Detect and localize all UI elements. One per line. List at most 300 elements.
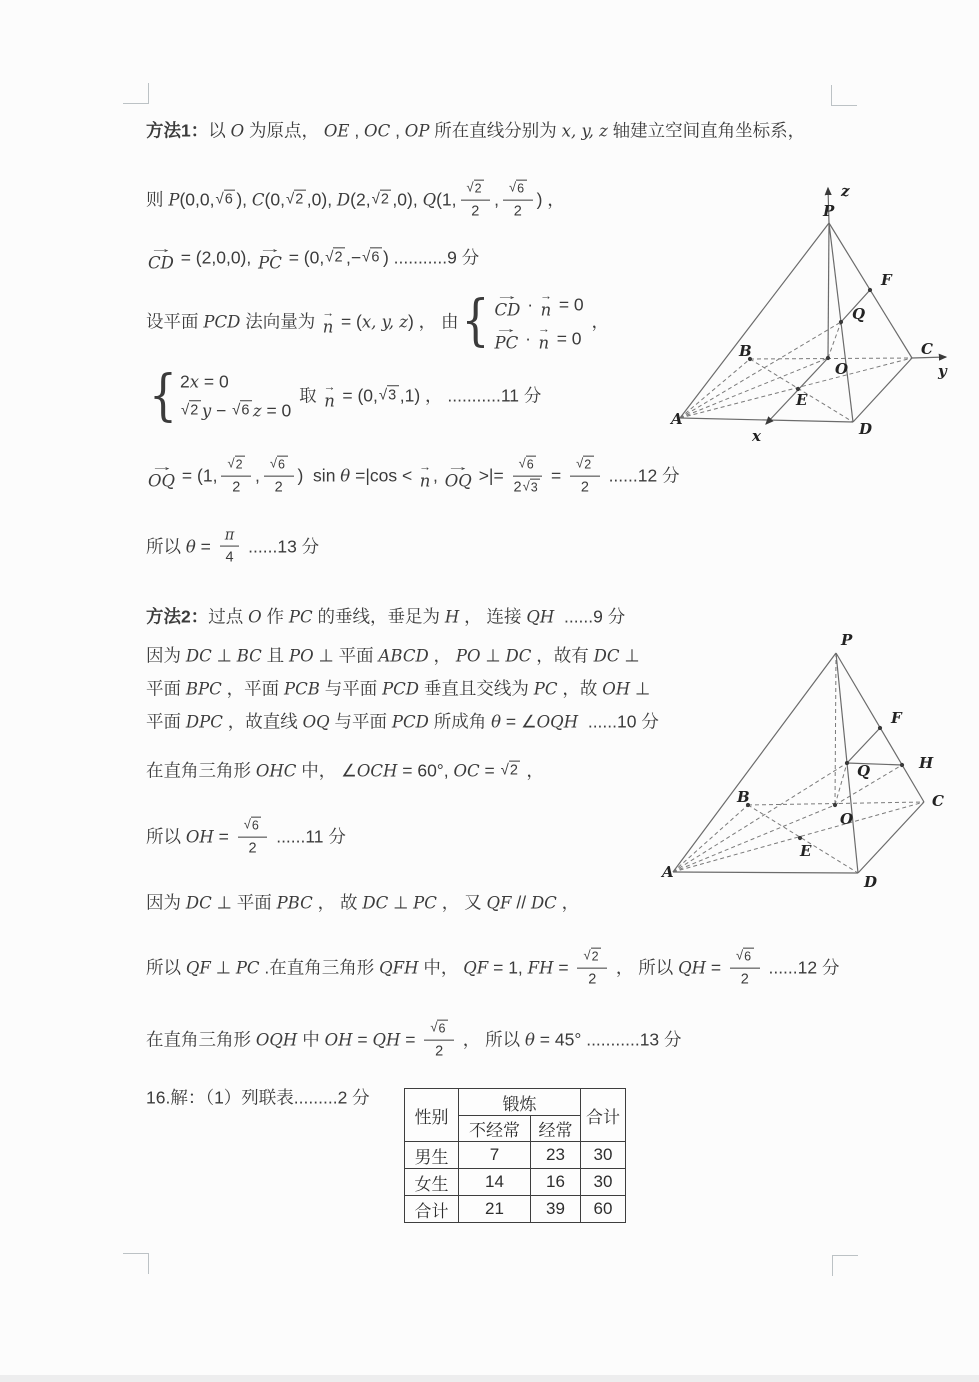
point-H: [900, 763, 904, 767]
label-P: P: [823, 202, 835, 220]
vector-CD: → CD: [148, 241, 174, 273]
line-sin-theta: [146, 455, 680, 498]
math-var: OQH: [255, 1030, 298, 1050]
math-var: DC: [593, 646, 620, 666]
edge-PO: [828, 223, 829, 358]
diagram-method2-pyramid-svg: [650, 630, 950, 902]
edge-QF: [847, 728, 880, 763]
text-run: ， 连接: [459, 606, 527, 627]
math-var: C: [251, 190, 265, 210]
line-solve-normal: [146, 363, 542, 428]
label-P: P: [841, 631, 853, 649]
label-O: O: [835, 360, 849, 378]
line-m2-conclusion: [146, 1019, 682, 1062]
math-var: DPC: [185, 712, 223, 732]
line-normal-setup: [146, 288, 610, 354]
label-z: z: [841, 182, 850, 200]
cell-value: 39: [531, 1196, 581, 1223]
text-run: =: [553, 957, 574, 978]
text-run: >|=: [473, 465, 509, 486]
math-var: DC: [505, 646, 532, 666]
text-run: 垂直且交线为: [419, 678, 534, 699]
label-y: y: [938, 362, 947, 380]
math-var: PC: [533, 679, 558, 699]
text-run: =: [479, 760, 500, 781]
text-run: = 60°,: [397, 760, 454, 781]
fraction: [577, 947, 607, 990]
line-vectors-cd-pc: [146, 241, 480, 273]
text-run: = 45° ...........13 分: [534, 1029, 682, 1050]
math-var: QF: [463, 958, 489, 978]
sqrt-radical: √ 6: [216, 190, 236, 211]
math-var: QF: [486, 893, 512, 913]
math-var: DC: [530, 893, 557, 913]
text-run: ，: [556, 892, 580, 913]
line-m2-oh-result: [146, 816, 346, 859]
point-O: [833, 803, 837, 807]
cell-value: 30: [581, 1169, 626, 1196]
text-run: ⊥: [210, 957, 236, 978]
text-run: ,: [349, 120, 365, 141]
fraction: [461, 179, 491, 222]
text-run: ⊥: [388, 892, 414, 913]
math-var: Q: [422, 190, 437, 210]
hidden-edge-AC: [680, 358, 912, 418]
math-var: BC: [236, 646, 262, 666]
hidden-edge-OQ: [835, 763, 847, 805]
text-run: 因为: [146, 645, 186, 666]
point-F: [868, 288, 872, 292]
sqrt-radical: √ 6: [244, 817, 262, 835]
text-run: = (1,: [177, 465, 218, 486]
text-run: 设平面: [146, 311, 204, 332]
vector-PC: → PC: [494, 322, 519, 353]
text-run: 作: [261, 606, 289, 627]
sqrt-radical: √ 2: [501, 761, 521, 782]
point-O: [826, 356, 830, 360]
math-var: OQH: [536, 712, 579, 732]
text-run: 且: [261, 645, 289, 666]
sqrt-radical: √ 2: [325, 248, 345, 269]
math-var: BPC: [185, 679, 222, 699]
label-H: H: [919, 754, 934, 772]
label-Q: Q: [857, 762, 871, 780]
math-var: PCB: [283, 679, 320, 699]
math-var: O: [230, 121, 245, 141]
text-run: =: [195, 536, 216, 557]
math-var: QF: [185, 958, 211, 978]
sqrt-radical: √ 2: [372, 190, 392, 211]
text-run: 为原点，: [244, 120, 324, 141]
text-run: ·: [522, 294, 538, 315]
text-run: 2: [471, 203, 480, 220]
cell-value: 60: [581, 1196, 626, 1223]
edge-DC: [858, 802, 924, 873]
math-var: OE: [323, 121, 350, 141]
diagram-method1-pyramid-axes-svg: [660, 168, 965, 468]
sqrt-radical: √ 2: [467, 180, 485, 198]
text-run: ......12 分: [763, 957, 840, 978]
text-run: = 0: [199, 371, 229, 392]
label-E: E: [800, 842, 812, 860]
math-var: H: [444, 607, 460, 627]
sqrt-radical: √ 2: [576, 456, 594, 474]
label-C: C: [921, 340, 933, 358]
line-m2-dc-perp: [146, 892, 579, 915]
row-label: 女生: [405, 1169, 459, 1196]
text-run: ,: [494, 189, 499, 210]
text-run: ，故: [557, 678, 603, 699]
cell-value: 16: [531, 1169, 581, 1196]
line-m2-para1a: [146, 645, 640, 668]
header-sub: 经常: [531, 1116, 581, 1142]
text-run: 过点: [208, 606, 249, 627]
math-var: OCH: [356, 761, 398, 781]
cell-value: 30: [581, 1142, 626, 1169]
text-run: ) ，: [536, 189, 565, 210]
text-run: ，: [428, 645, 456, 666]
fraction: [570, 455, 600, 498]
text-run: 2: [180, 371, 190, 392]
header-exercise: 锻炼: [459, 1089, 581, 1116]
math-var: PCD: [391, 712, 429, 732]
hidden-edge-OQ: [828, 322, 841, 358]
text-run: ,: [255, 465, 260, 486]
line-m2-para1b: [146, 678, 650, 701]
cell-value: 21: [459, 1196, 531, 1223]
text-run: ) sin: [297, 465, 341, 486]
fraction: [730, 947, 760, 990]
text-run: 则: [146, 189, 169, 210]
fraction: [424, 1019, 454, 1062]
text-run: = 1,: [488, 957, 528, 978]
text-run: =: [400, 1029, 421, 1050]
text-run: ......13 分: [243, 536, 320, 557]
math-var: θ: [340, 466, 351, 486]
text-run: ,: [390, 120, 405, 141]
fraction: [221, 455, 251, 498]
text-run: ) ， 由: [407, 311, 459, 332]
line-q16-intro: [146, 1087, 370, 1110]
math-var: x: [189, 372, 200, 392]
label-x: x: [752, 427, 761, 445]
label-F: F: [891, 709, 902, 727]
vector-n: → n: [323, 379, 336, 411]
table-row: [405, 1142, 626, 1169]
text-run: (0,: [264, 189, 285, 210]
math-var: θ: [525, 1030, 535, 1050]
line-method2-title: [146, 606, 625, 629]
line-m2-para1c: [146, 711, 659, 734]
hidden-edge-PO: [835, 653, 836, 805]
text-run: 16.解：（1）列联表.........2 分: [146, 1087, 370, 1108]
hidden-edge-AQ: [673, 763, 847, 872]
math-var: OH: [324, 1030, 353, 1050]
sqrt-radical: √ 3: [523, 479, 541, 498]
text-run: .在直角三角形: [259, 957, 380, 978]
math-var: x, y, z: [361, 312, 408, 332]
text-run: ⊥: [211, 645, 237, 666]
edge-DC: [853, 358, 912, 422]
text-run: =: [706, 957, 727, 978]
text-run: 2: [580, 479, 589, 496]
text-run: =: [352, 1029, 373, 1050]
text-run: = 0: [261, 400, 292, 420]
label-C: C: [932, 792, 944, 810]
math-var: θ: [185, 537, 196, 557]
math-var: QH: [372, 1030, 401, 1050]
text-run: 轴建立空间直角坐标系，: [607, 120, 806, 141]
text-run: ·: [520, 328, 536, 349]
table-row: [405, 1169, 626, 1196]
table-row: [405, 1196, 626, 1223]
math-var: OH: [185, 827, 214, 847]
sqrt-radical: √ 2: [227, 456, 245, 474]
text-run: 平面: [146, 678, 186, 699]
text-run: ， 故: [312, 892, 363, 913]
text-run: = ∠: [501, 711, 537, 732]
vector-n: → n: [419, 459, 432, 491]
math-var: DC: [185, 646, 212, 666]
crop-mark-top-left: [123, 83, 149, 104]
text-run: = (0,: [337, 385, 378, 406]
math-var: OP: [404, 121, 430, 141]
fraction: [264, 455, 294, 498]
diagram-method2-pyramid: [650, 630, 950, 907]
row-label: 男生: [405, 1142, 459, 1169]
edge-AD: [673, 872, 858, 873]
math-var: QH: [678, 958, 707, 978]
cell-value: 7: [459, 1142, 531, 1169]
text-run: ，故有: [531, 645, 594, 666]
text-run: ),: [236, 189, 252, 210]
math-var: PC: [235, 958, 260, 978]
text-run: 所以: [146, 957, 186, 978]
math-var: y: [201, 400, 212, 420]
text-run: ，故直线: [222, 711, 303, 732]
text-run: ,0),: [392, 189, 423, 210]
math-var: PCD: [382, 679, 420, 699]
sqrt-radical: √ 6: [270, 456, 288, 474]
text-run: 与平面: [329, 711, 392, 732]
diagram-method1-pyramid-axes: [660, 168, 965, 473]
math-var: PBC: [276, 893, 313, 913]
math-var: PC: [413, 893, 437, 913]
equation-system: { 2 x = 0 √ 2 y − √ 6 z = 0: [149, 363, 292, 428]
crop-mark-top-right: [831, 85, 857, 106]
line-m2-triangle-ohc: [146, 760, 544, 783]
fraction: [238, 816, 268, 859]
text-run: = (: [336, 311, 362, 332]
vector-OQ: → OQ: [148, 459, 176, 491]
text-run: ， 所以: [457, 1029, 525, 1050]
text-run: ⊥: [619, 645, 640, 666]
text-run: ......9 分: [554, 606, 626, 627]
math-var: O: [248, 607, 262, 627]
text-run: ......11 分: [271, 826, 346, 847]
math-var: OC: [364, 121, 391, 141]
text-run: ) ...........9 分: [382, 247, 480, 268]
text-run: 以: [208, 120, 231, 141]
text-run: = (0,: [283, 247, 325, 268]
text-run: =: [546, 465, 567, 486]
text-run: 平面: [146, 711, 186, 732]
sqrt-radical: √ 6: [362, 248, 382, 269]
text-run: 所以: [146, 826, 186, 847]
fraction: [220, 527, 240, 568]
sqrt-radical: √ 6: [430, 1020, 448, 1038]
text-run: 2: [274, 479, 283, 496]
vector-n: → n: [539, 288, 552, 320]
text-run: 中: [297, 1029, 325, 1050]
label-B: B: [737, 788, 750, 806]
label-E: E: [796, 391, 808, 409]
label-A: A: [662, 863, 674, 881]
text-run: ,−: [346, 247, 362, 268]
contingency-table: [404, 1088, 626, 1223]
text-run: 2: [513, 479, 522, 496]
edge-AD: [680, 418, 853, 422]
header-sub: 不经常: [459, 1116, 531, 1142]
edge-PA: [673, 653, 836, 872]
text-run: (0,0,: [179, 189, 215, 210]
vector-n: → n: [537, 322, 550, 353]
text-run: ⊥: [480, 645, 506, 666]
header-total: 合计: [581, 1089, 626, 1142]
math-var: P: [168, 190, 180, 210]
math-var: OH: [602, 679, 631, 699]
text-run: =: [213, 826, 234, 847]
math-var: D: [336, 190, 351, 210]
text-run: 2: [588, 971, 597, 988]
math-var: π: [224, 527, 235, 544]
math-var: DC: [362, 893, 389, 913]
math-var: x, y, z: [561, 121, 608, 141]
label-D: D: [859, 420, 873, 438]
edge-PA: [680, 223, 829, 418]
vector-OQ: → OQ: [444, 459, 472, 491]
math-var: PO: [289, 646, 314, 666]
math-var: FH: [527, 958, 554, 978]
row-label: 合计: [405, 1196, 459, 1223]
bold-text-run: 方法2：: [146, 606, 209, 627]
cell-value: 14: [459, 1169, 531, 1196]
hidden-edge-BC: [750, 358, 912, 359]
math-var: θ: [491, 712, 502, 732]
cell-value: 23: [531, 1142, 581, 1169]
text-run: 所在直线分别为: [429, 120, 562, 141]
text-run: 取: [294, 385, 322, 406]
sqrt-radical: √ 6: [736, 948, 754, 966]
line-m2-qh-compute: [146, 947, 839, 990]
text-run: 因为: [146, 892, 186, 913]
text-run: 在直角三角形: [146, 760, 256, 781]
math-var: QH: [526, 607, 555, 627]
text-run: ,: [433, 465, 443, 486]
math-var: OHC: [255, 761, 297, 781]
bold-text-run: 方法1：: [146, 120, 209, 141]
text-run: 与平面: [319, 678, 383, 699]
math-var: z: [252, 400, 262, 420]
text-run: = 0: [553, 294, 584, 315]
text-run: ,1) ， ...........11 分: [399, 385, 542, 406]
point-F: [878, 726, 882, 730]
text-run: 2: [513, 203, 522, 220]
label-O: O: [840, 810, 854, 828]
text-run: ......10 分: [578, 711, 659, 732]
text-run: ，: [521, 760, 544, 781]
text-run: = (2,0,0),: [175, 247, 257, 268]
point-E: [798, 836, 802, 840]
text-run: ， 又: [436, 892, 487, 913]
text-run: ，平面: [221, 678, 284, 699]
point-Q: [839, 320, 843, 324]
label-F: F: [881, 271, 892, 289]
text-run: ⊥: [630, 678, 651, 699]
edge-QH: [847, 763, 902, 765]
crop-mark-bottom-left: [123, 1253, 149, 1274]
text-run: 4: [225, 549, 234, 566]
math-var: ABCD: [378, 646, 429, 666]
math-var: OQ: [302, 712, 330, 732]
point-Q: [845, 761, 849, 765]
text-run: ......12 分: [603, 465, 680, 486]
text-run: 2: [232, 479, 241, 496]
sqrt-radical: √ 3: [379, 386, 399, 407]
math-var: OC: [453, 761, 480, 781]
line-coordinates: [146, 179, 565, 222]
text-run: (2,: [350, 189, 371, 210]
sqrt-radical: √ 2: [286, 190, 306, 211]
header-gender: 性别: [405, 1089, 459, 1142]
sqrt-radical: √ 6: [519, 456, 537, 474]
text-run: ， 所以: [611, 957, 679, 978]
text-run: ，: [586, 311, 610, 332]
crop-mark-bottom-right: [832, 1255, 858, 1276]
text-run: ⊥ 平面: [313, 645, 379, 666]
sqrt-radical: √ 6: [509, 180, 527, 198]
text-run: 的垂线，垂足为: [312, 606, 445, 627]
math-var: DC: [185, 893, 212, 913]
label-B: B: [739, 342, 752, 360]
equation-system: { → CD · → n = 0 → PC · → n = 0: [461, 288, 584, 354]
label-Q: Q: [852, 305, 866, 323]
line-theta-result: [146, 527, 319, 568]
text-run: 2: [435, 1043, 444, 1060]
text-run: = 0: [551, 328, 582, 349]
text-run: ,0),: [306, 189, 337, 210]
math-var: PC: [288, 607, 313, 627]
label-D: D: [864, 873, 878, 891]
fraction: [503, 179, 533, 222]
fraction: [513, 455, 543, 498]
text-run: 中， ∠: [296, 760, 357, 781]
text-run: //: [511, 892, 531, 913]
text-run: 中，: [418, 957, 464, 978]
math-var: PCD: [203, 312, 241, 332]
text-run: 2: [740, 971, 749, 988]
text-run: 2: [248, 840, 257, 857]
vector-n: → n: [322, 305, 335, 337]
text-run: (1,: [436, 189, 457, 210]
vector-CD: → CD: [494, 288, 521, 320]
sqrt-radical: √ 6: [232, 400, 252, 421]
math-var: PO: [455, 646, 481, 666]
text-run: 法向量为: [240, 311, 321, 332]
line-method1-title: [146, 120, 805, 143]
sqrt-radical: √ 2: [181, 400, 201, 421]
text-run: 所成角: [428, 711, 492, 732]
